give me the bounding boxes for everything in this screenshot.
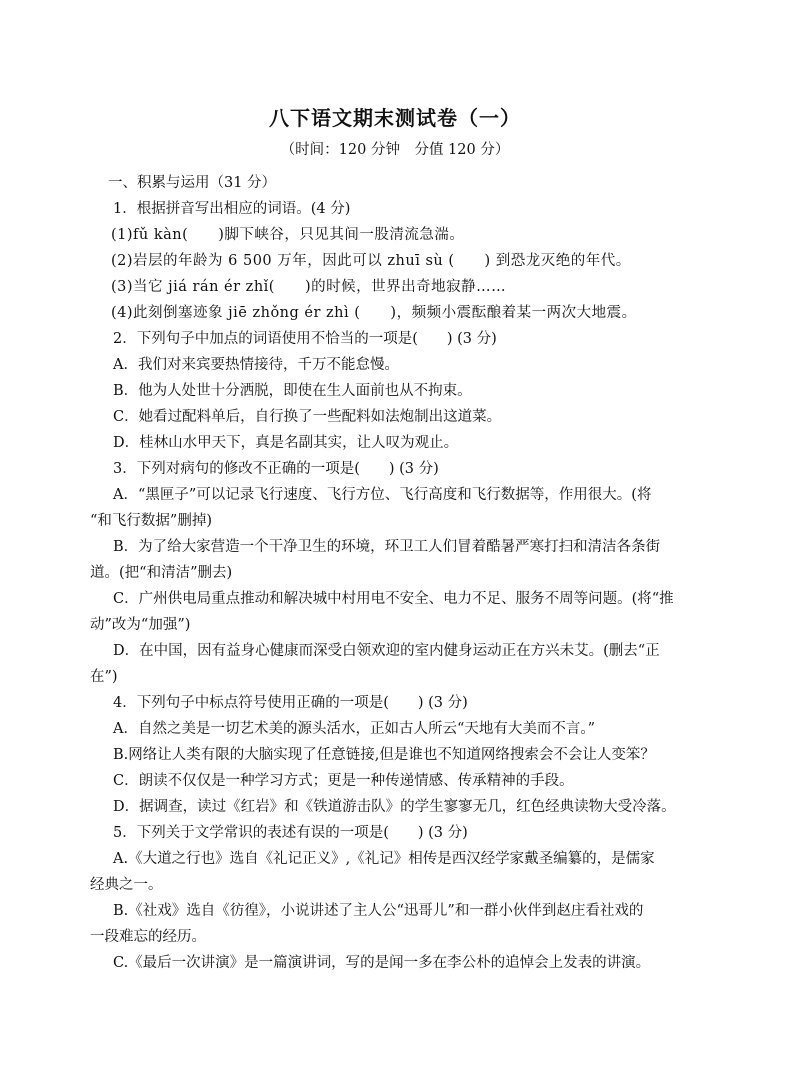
question-2-option: A．我们对来宾要热情接待，千万不能怠慢。: [113, 357, 399, 373]
question-4-option: C．朗读不仅仅是一种学习方式；更是一种传递情感、传承精神的手段。: [113, 773, 574, 789]
question-1-item: (4)此刻倒塞迹象 jiē zhǒng ér zhì ( )，频频小震酝酿着某一两次大地震。: [111, 305, 637, 321]
question-1-item: (1)fǔ kàn( )脚下峡谷，只见其间一股清流急湍。: [111, 227, 465, 243]
section-heading: 一、积累与运用（31 分）: [108, 175, 277, 191]
question-2-option: B．他为人处世十分洒脱，即使在生人面前也从不拘束。: [113, 383, 472, 399]
question-5-option-a: A.《大道之行也》选自《礼记正义》,《礼记》相传是西汉经学家戴圣编纂的，是儒家: [113, 851, 655, 867]
question-4-option: B.网络让人类有限的大脑实现了任意链接,但是谁也不知道网络搜索会不会让人变笨？: [113, 747, 655, 763]
question-4-stem: 4．下列句子中标点符号使用正确的一项是( ) (3 分): [113, 695, 468, 711]
question-3-stem: 3．下列对病句的修改不正确的一项是( ) (3 分): [113, 461, 439, 477]
page-title: 八下语文期末测试卷（一）: [269, 106, 521, 130]
question-5-option-b: B.《社戏》选自《彷徨》，小说讲述了主人公“迅哥儿”和一群小伙伴到赵庄看社戏的: [113, 903, 644, 919]
question-5-option-c: C.《最后一次讲演》是一篇演讲词，写的是闻一多在李公朴的追悼会上发表的讲演。: [113, 955, 651, 971]
question-1-item: (3)当它 jiá rán ér zhǐ( )的时候，世界出奇地寂静……: [111, 279, 507, 295]
question-3-option-b: B．为了给大家营造一个干净卫生的环境，环卫工人们冒着酷暑严寒打扫和清洁各条街: [113, 539, 661, 555]
question-3-option-c-cont: 动”改为“加强”): [90, 617, 191, 633]
question-1-item: (2)岩层的年龄为 6 500 万年，因此可以 zhuī sù ( ) 到恐龙灭绝的年代。: [111, 253, 631, 269]
question-4-option: A．自然之美是一切艺术美的源头活水，正如古人所云“天地有大美而不言。”: [113, 721, 596, 737]
question-3-option-c: C．广州供电局重点推动和解决城中村用电不安全、电力不足、服务不周等问题。(将“推: [113, 591, 674, 607]
question-3-option-b-cont: 道。(把“和清洁”删去): [90, 565, 233, 581]
question-4-option: D．据调查，读过《红岩》和《铁道游击队》的学生寥寥无几，红色经典读物大受冷落。: [113, 799, 676, 815]
question-3-option-d-cont: 在”): [90, 669, 118, 685]
question-3-option-a: A．“黑匣子”可以记录飞行速度、飞行方位、飞行高度和飞行数据等，作用很大。(将: [113, 487, 652, 503]
question-1-stem: 1．根据拼音写出相应的词语。(4 分): [113, 201, 351, 217]
exam-time-score: （时间：120 分钟 分值 120 分）: [280, 142, 510, 158]
question-5-option-b-cont: 一段难忘的经历。: [90, 929, 206, 945]
question-2-option: D．桂林山水甲天下，真是名副其实，让人叹为观止。: [113, 435, 459, 451]
question-5-option-a-cont: 经典之一。: [90, 877, 163, 893]
question-3-option-a-cont: “和飞行数据”删掉): [90, 513, 212, 529]
question-2-option: C．她看过配料单后，自行换了一些配料如法炮制出这道菜。: [113, 409, 502, 425]
question-3-option-d: D．在中国，因有益身心健康而深受白领欢迎的室内健身运动正在方兴未艾。(删去“正: [113, 643, 660, 659]
question-5-stem: 5．下列关于文学常识的表述有误的一项是( ) (3 分): [113, 825, 468, 841]
question-2-stem: 2．下列句子中加点的词语使用不恰当的一项是( ) (3 分): [113, 331, 497, 347]
